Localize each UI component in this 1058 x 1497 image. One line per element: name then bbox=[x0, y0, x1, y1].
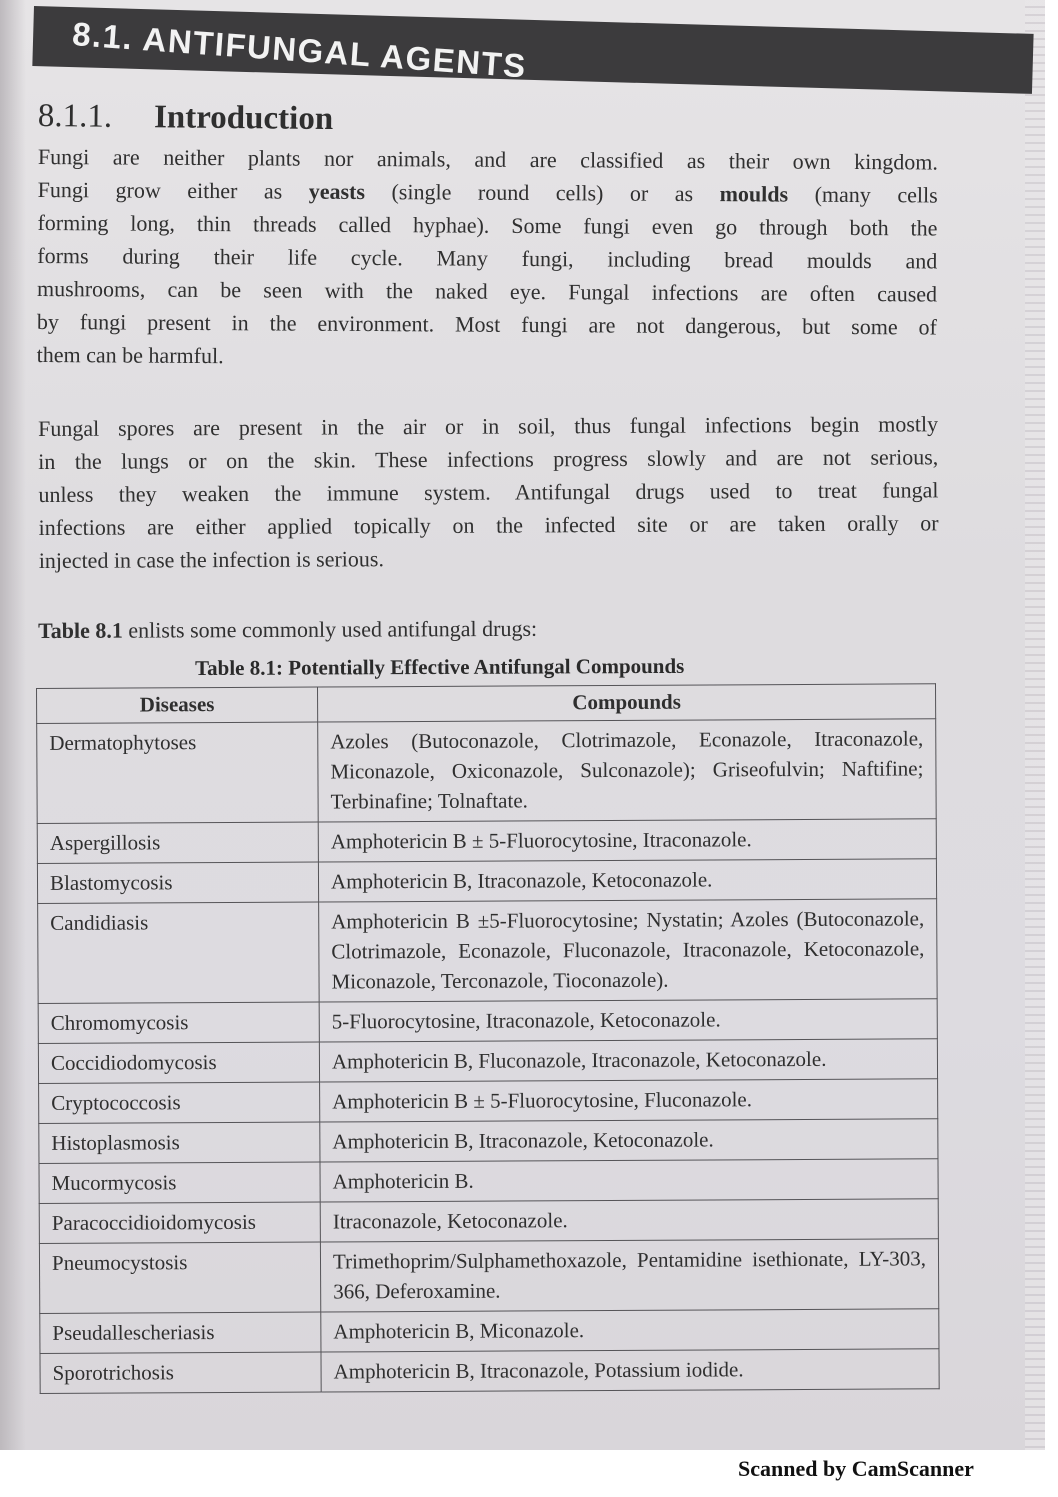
table-row bbox=[39, 1199, 938, 1244]
page-binding-shadow bbox=[0, 0, 26, 1450]
paragraph-line: infections are either applied topically on the infected site or are taken orally or bbox=[38, 510, 939, 540]
disease-cell: Dermatophytoses bbox=[37, 722, 319, 823]
compounds-cell: Amphotericin B ± 5-Fluorocytosine, Itraconazole. bbox=[318, 819, 936, 862]
disease-cell: Coccidiodomycosis bbox=[38, 1042, 319, 1083]
table-row bbox=[37, 719, 937, 824]
table-body bbox=[37, 719, 939, 1394]
header-compounds: Compounds bbox=[317, 684, 935, 722]
compounds-cell: Amphotericin B, Itraconazole, Ketoconazole. bbox=[318, 859, 936, 902]
page-edge bbox=[1025, 0, 1045, 1450]
paragraph-line: unless they weaken the immune system. Antifungal drugs used to treat fungal bbox=[38, 477, 939, 507]
paragraph-line: forms during their life cycle. Many fungi, including bread moulds and bbox=[37, 242, 938, 274]
paragraph-line: Fungi are neither plants nor animals, and are classified as their own kingdom. bbox=[37, 143, 938, 175]
paragraph-line: them can be harmful. bbox=[36, 341, 224, 369]
compounds-cell: Amphotericin B, Miconazole. bbox=[321, 1309, 939, 1352]
table-row bbox=[39, 1159, 938, 1204]
table-row bbox=[37, 819, 936, 864]
compounds-cell: Azoles (Butoconazole, Clotrimazole, Econazole, Itraconazole, Miconazole, Oxiconazole, Sulconazole); Griseofulvin; Naftifine; Terbinafine; Tolnaftate. bbox=[318, 719, 937, 822]
table-reference-label: Table 8.1 bbox=[38, 617, 123, 643]
table-row bbox=[40, 1309, 939, 1354]
bold-term: moulds bbox=[719, 181, 789, 207]
disease-cell: Pneumocystosis bbox=[39, 1242, 320, 1313]
disease-cell: Mucormycosis bbox=[39, 1162, 320, 1203]
disease-cell: Sporotrichosis bbox=[40, 1352, 321, 1393]
compounds-cell: Amphotericin B, Itraconazole, Potassium iodide. bbox=[321, 1349, 939, 1392]
compounds-cell: Amphotericin B ± 5-Fluorocytosine, Fluconazole. bbox=[320, 1079, 938, 1122]
table-row bbox=[38, 999, 937, 1044]
disease-cell: Chromomycosis bbox=[38, 1002, 319, 1043]
scanner-watermark: Scanned by CamScanner bbox=[738, 1456, 974, 1481]
disease-cell: Aspergillosis bbox=[37, 822, 318, 863]
compounds-cell: Amphotericin B ±5-Fluorocytosine; Nystatin; Azoles (Butoconazole, Clotrimazole, Econazole, Fluconazole, Itraconazole, Ketoconazole, Miconazole, Terconazole, Tioconazole). bbox=[319, 899, 938, 1002]
compounds-cell: Trimethoprim/Sulphamethoxazole, Pentamidine isethionate, LY-303, 366, Deferoxamine. bbox=[320, 1239, 938, 1312]
table-row bbox=[38, 1039, 937, 1084]
compounds-cell: Amphotericin B, Itraconazole, Ketoconazole. bbox=[320, 1119, 938, 1162]
table-reference-text: enlists some commonly used antifungal drugs: bbox=[122, 615, 538, 643]
table-row bbox=[39, 1119, 938, 1164]
paragraph-line: injected in case the infection is serious. bbox=[38, 546, 385, 573]
disease-cell: Pseudallescheriasis bbox=[40, 1312, 321, 1353]
compounds-cell: Itraconazole, Ketoconazole. bbox=[320, 1199, 938, 1242]
section-number: 8.1.1. bbox=[37, 98, 113, 135]
disease-cell: Paracoccidioidomycosis bbox=[39, 1202, 320, 1243]
disease-cell: Candidiasis bbox=[38, 902, 320, 1003]
intro-paragraph bbox=[37, 140, 938, 376]
disease-cell: Histoplasmosis bbox=[39, 1122, 320, 1163]
antifungal-table bbox=[36, 683, 940, 1394]
compounds-cell: Amphotericin B. bbox=[320, 1159, 938, 1202]
paragraph-line: mushrooms, can be seen with the naked eye. Fungal infections are often caused bbox=[37, 275, 938, 307]
paragraph-line: forming long, thin threads called hyphae). Some fungi even go through both the bbox=[37, 209, 938, 241]
spores-paragraph bbox=[38, 407, 939, 577]
table-row bbox=[37, 859, 936, 904]
paragraph-line: Fungal spores are present in the air or in soil, thus fungal infections begin mostly bbox=[38, 411, 939, 441]
paragraph-line: Fungi grow either as yeasts (single round cells) or as moulds (many cells bbox=[37, 176, 938, 208]
table-row bbox=[40, 1349, 939, 1394]
header-diseases: Diseases bbox=[37, 687, 318, 723]
paragraph-line: by fungi present in the environment. Most fungi are not dangerous, but some of bbox=[36, 308, 937, 340]
table-header-row bbox=[37, 684, 936, 724]
disease-cell: Cryptococcosis bbox=[39, 1082, 320, 1123]
table-row bbox=[38, 899, 938, 1004]
table-row bbox=[39, 1239, 938, 1314]
section-heading bbox=[38, 98, 334, 138]
table-reference-sentence bbox=[38, 616, 537, 644]
section-title: Introduction bbox=[153, 99, 334, 138]
table-caption: Table 8.1: Potentially Effective Antifungal Compounds bbox=[195, 653, 685, 680]
paragraph-line: in the lungs or on the skin. These infections progress slowly and are not serious, bbox=[38, 444, 939, 474]
compounds-cell: Amphotericin B, Fluconazole, Itraconazole, Ketoconazole. bbox=[319, 1039, 937, 1082]
chapter-title: 8.1. ANTIFUNGAL AGENTS bbox=[71, 15, 528, 85]
compounds-cell: 5-Fluorocytosine, Itraconazole, Ketoconazole. bbox=[319, 999, 937, 1042]
chapter-banner bbox=[32, 6, 1033, 94]
table-row bbox=[39, 1079, 938, 1124]
disease-cell: Blastomycosis bbox=[37, 862, 318, 903]
bold-term: yeasts bbox=[308, 178, 366, 204]
